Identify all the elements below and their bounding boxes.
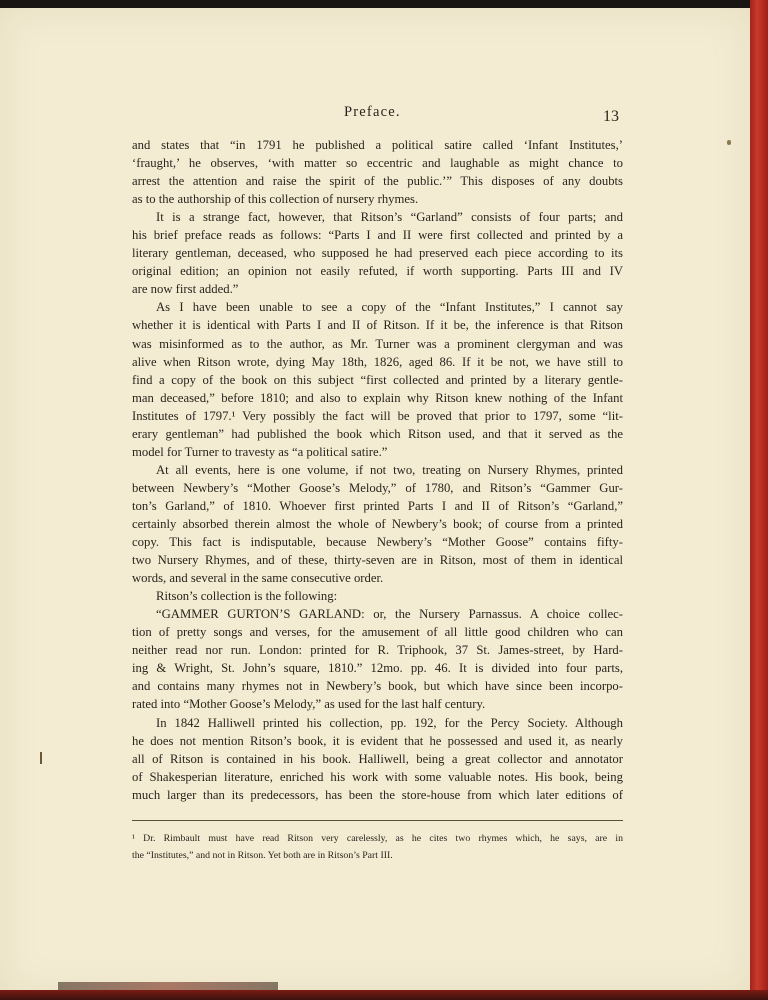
body-line: Institutes of 1797.¹ Very possibly the fact will be proved that prior to 1797, some “lit- [132,408,623,423]
page-wear [58,982,278,990]
book-edge-bottom [0,990,768,1000]
body-line: It is a strange fact, however, that Ritson’s “Garland” consists of four parts; and [156,210,623,225]
body-line: neither read nor run. London: printed for R. Triphook, 37 St. James-street, by Hard- [132,643,623,658]
book-edge-right [750,0,768,1000]
body-line: all of Ritson is contained in his book. Halliwell, being a great collector and annotator [132,751,623,766]
footnote-rule [132,820,623,821]
body-line: between Newbery’s “Mother Goose’s Melody,” of 1780, and Ritson’s “Gammer Gur- [132,480,623,495]
body-line: and states that “in 1791 he published a political satire called ‘Infant Institutes,’ [132,138,623,152]
footnote-line: ¹ Dr. Rimbault must have read Ritson very carelessly, as he cites two rhymes which, he says, are in [132,833,623,844]
body-line: much larger than its predecessors, has been the store-house from which later editions of [132,787,623,802]
body-line: At all events, here is one volume, if not two, treating on Nursery Rhymes, printed [156,462,623,477]
body-line: Ritson’s collection is the following: [156,589,338,604]
body-line: words, and several in the same consecutive order. [132,571,384,586]
body-line: “GAMMER GURTON’S GARLAND: or, the Nursery Parnassus. A choice collec- [156,607,623,622]
ink-spot [727,140,731,145]
body-text [132,136,623,804]
body-line: In 1842 Halliwell printed his collection, pp. 192, for the Percy Society. Although [156,715,623,730]
body-line: his brief preface reads as follows: “Parts I and II were first collected and printed by a [132,228,623,243]
body-line: man deceased,” before 1810; and also to explain why Ritson knew nothing of the Infant [132,390,623,405]
body-line: ing & Wright, St. John’s square, 1810.” 12mo. pp. 46. It is divided into four parts, [132,661,623,676]
body-line: model for Turner to travesty as “a political satire.” [132,444,388,459]
body-line: As I have been unable to see a copy of the “Infant Institutes,” I cannot say [156,300,623,315]
body-line: arrest the attention and raise the spirit of the public.’” This disposes of any doubts [132,174,623,189]
margin-mark [40,752,42,764]
body-line: ‘fraught,’ he observes, ‘with matter so eccentric and laughable as might chance to [132,156,623,171]
running-header: Preface. [344,104,401,120]
body-line: two Nursery Rhymes, and of these, thirty-seven are in Ritson, most of them in identical [132,553,623,568]
footnote-line: the “Institutes,” and not in Ritson. Yet both are in Ritson’s Part III. [132,850,393,861]
body-line: rated into “Mother Goose’s Melody,” as used for the last half century. [132,697,486,712]
body-line: ton’s Garland,” of 1810. Whoever first printed Parts I and II of Ritson’s “Garland,” [132,498,623,513]
body-line: find a copy of the book on this subject “first collected and printed by a literary gentle- [132,372,623,387]
body-line: certainly absorbed therein almost the whole of Newbery’s book; of course from a printed [132,516,623,531]
body-line: alive when Ritson wrote, dying May 18th, 1826, aged 86. If it be not, we have still to [132,354,623,369]
page-number: 13 [603,108,619,125]
body-line: original edition; an opinion not easily refuted, if worth supporting. Parts III and IV [132,264,623,279]
body-line: copy. This fact is indisputable, because Newbery’s “Mother Goose” contains fifty- [132,535,623,550]
body-line: whether it is identical with Parts I and II of Ritson. If it be, the inference is that Ritson [132,318,623,333]
body-line: literary gentleman, deceased, who supposed he had preserved each piece according to its [132,246,623,261]
body-line: and contains many rhymes not in Newbery’s book, but which have since been incorpo- [132,679,623,694]
body-line: as to the authorship of this collection of nursery rhymes. [132,192,419,207]
body-line: erary gentleman” had published the book which Ritson used, and that it served as the [132,426,623,441]
body-line: he does not mention Ritson’s book, it is evident that he possessed and used it, as nearly [132,733,623,748]
body-line: are now first added.” [132,282,239,297]
body-line: tion of pretty songs and verses, for the amusement of all little good children who can [132,625,623,640]
footnote [132,830,623,864]
body-line: of Shakesperian literature, enriched his work with some valuable notes. His book, being [132,769,623,784]
body-line: was misinformed as to the author, as Mr. Turner was a prominent clergyman and was [132,336,623,351]
